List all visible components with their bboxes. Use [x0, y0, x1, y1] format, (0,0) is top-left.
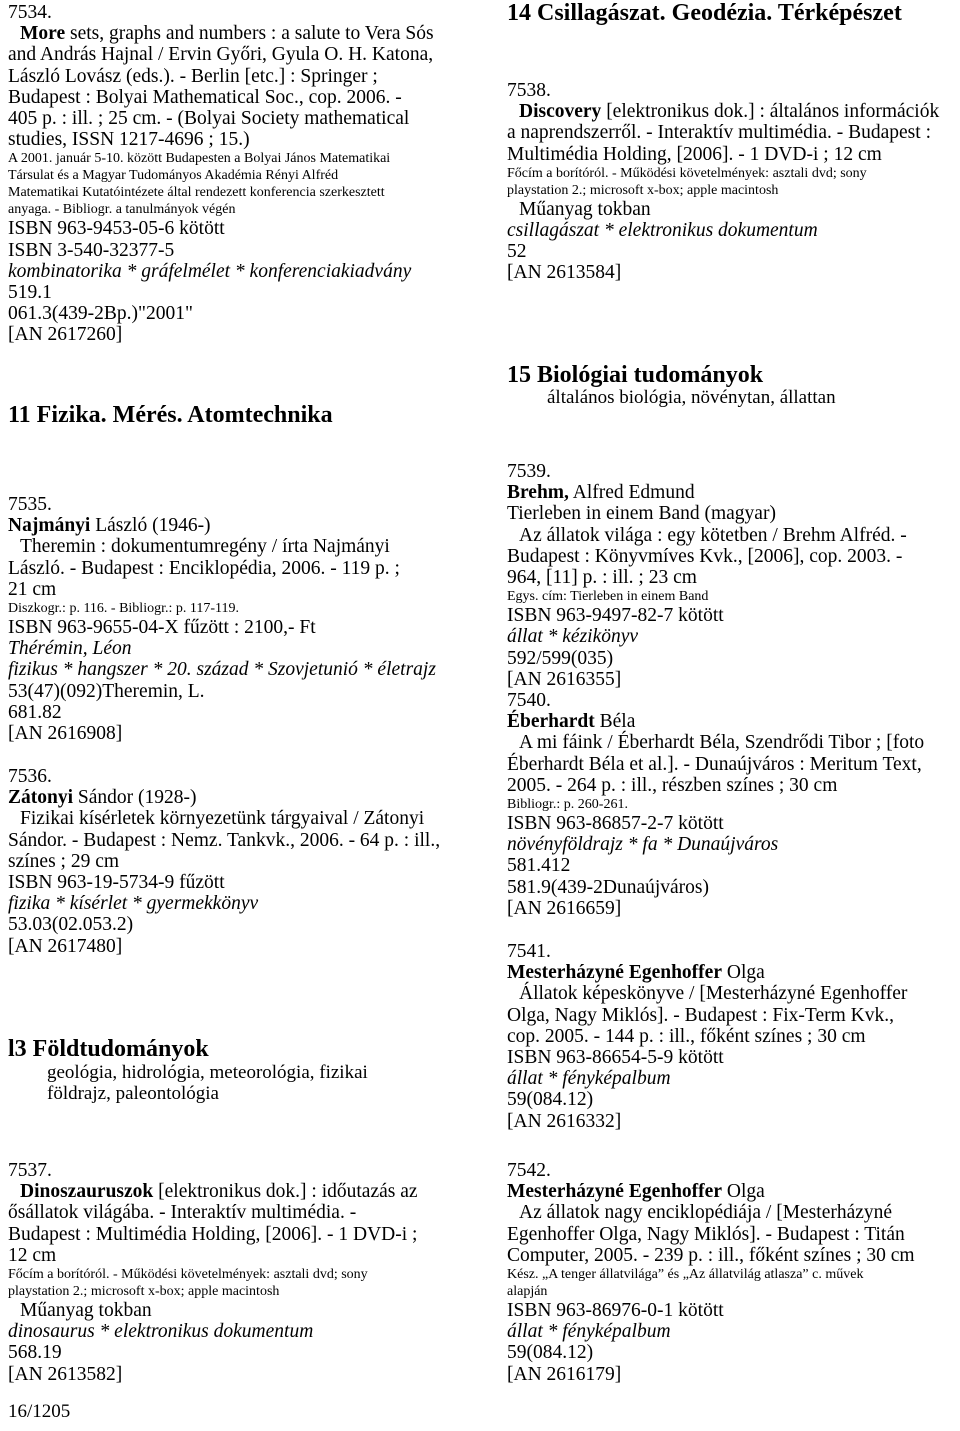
description-line: a naprendszerről. - Interaktív multimédia. - Budapest : [507, 122, 931, 144]
note-line: Diszkogr.: p. 116. - Bibliogr.: p. 117-119. [8, 601, 239, 617]
entry-7539 [507, 461, 957, 690]
description-line: ősállatok világába. - Interaktív multimédia. - [8, 1202, 357, 1224]
note-line: Társulat és a Magyar Tudományos Akadémia Rényi Alfréd [8, 168, 339, 184]
an-number: [AN 2613584] [507, 262, 622, 284]
author-rest: Olga [721, 1181, 765, 1203]
note-line: Matematikai Kutatóintézete által rendezett konferencia szerkesztett [8, 185, 385, 201]
author-lead: Brehm, [507, 482, 569, 504]
entry-7540 [507, 690, 957, 919]
note-line: Főcím a borítóról. - Működési követelmények: asztali dvd; sony [507, 165, 867, 181]
isbn: ISBN 963-86857-2-7 kötött [507, 813, 724, 835]
description-line: cop. 2005. - 144 p. : ill., főként színes ; 30 cm [507, 1025, 866, 1047]
title-lead: Discovery [519, 101, 602, 123]
description-line: Budapest : Könyvmíves Kvk., [2006], cop. 2003. - [507, 545, 903, 567]
entry-title: Theremin : dokumentumregény / írta Najmányi [20, 536, 390, 558]
carrier-note: Műanyag tokban [519, 198, 651, 220]
entry-number: 7537. [8, 1160, 52, 1181]
note-line: Bibliogr.: p. 260-261. [507, 797, 628, 813]
entry-number: 7540. [507, 690, 551, 711]
subtitle-line: földrajz, paleontológia [47, 1083, 219, 1104]
author-lead: Éberhardt [507, 711, 595, 733]
section-heading-13: l3 Földtudományok [8, 1036, 209, 1062]
entry-title: A mi fáink / Éberhardt Béla, Szendrődi Tibor ; [foto [519, 732, 925, 754]
entry-title [8, 23, 478, 44]
entry-7537 [8, 1160, 478, 1385]
udc-code: 59(084.12) [507, 1342, 594, 1364]
note-line: playstation 2.; microsoft x-box; apple macintosh [8, 1284, 280, 1300]
entry-author [507, 962, 957, 983]
author-lead: Zátonyi [8, 787, 74, 809]
an-number: [AN 2613582] [8, 1363, 123, 1385]
description-line: Computer, 2005. - 239 p. : ill., főként színes ; 30 cm [507, 1244, 915, 1266]
description-line: László. - Budapest : Enciklopédia, 2006. - 119 p. ; [8, 557, 400, 579]
description-line: Budapest : Multimédia Holding, [2006]. - 1 DVD-i ; [8, 1223, 418, 1245]
udc-code: 592/599(035) [507, 647, 614, 669]
isbn: ISBN 963-19-5734-9 fűzött [8, 872, 225, 894]
author-rest: Alfred Edmund [568, 482, 695, 504]
udc-code: 681.82 [8, 701, 62, 723]
entry-7536 [8, 766, 478, 957]
description-line: 405 p. : ill. ; 25 cm. - (Bolyai Society mathematical [8, 108, 410, 130]
original-title: Tierleben in einem Band (magyar) [507, 503, 776, 525]
description-line: László Lovász (eds.). - Berlin [etc.] : Springer ; [8, 65, 378, 87]
an-number: [AN 2616908] [8, 723, 123, 745]
isbn: ISBN 963-9655-04-X fűzött : 2100,- Ft [8, 617, 316, 639]
carrier-note: Műanyag tokban [20, 1300, 152, 1322]
section-subtitle-15: általános biológia, növénytan, állattan [547, 387, 836, 408]
entry-title [507, 101, 957, 122]
note-line: Főcím a borítóról. - Működési követelmények: asztali dvd; sony [8, 1267, 368, 1283]
section-heading-14: 14 Csillagászat. Geodézia. Térképészet [507, 0, 902, 26]
isbn: ISBN 963-86976-0-1 kötött [507, 1300, 724, 1322]
note-line: Kész. „A tenger állatvilága” és „Az állatvilág atlasza” c. művek [507, 1267, 864, 1283]
description-line: and András Hajnal / Ervin Győri, Gyula O. H. Katona, [8, 44, 434, 66]
description-line: Sándor. - Budapest : Nemz. Tankvk., 2006. - 64 p. : ill., [8, 829, 441, 851]
description-line: Olga, Nagy Miklós]. - Budapest : Fix-Term Kvk., [507, 1004, 894, 1026]
an-number: [AN 2616179] [507, 1363, 622, 1385]
an-number: [AN 2617480] [8, 935, 123, 957]
description-line: 2005. - 264 p. : ill., részben színes ; 30 cm [507, 774, 838, 796]
description-line: Egenhoffer Olga, Nagy Miklós]. - Budapest : Titán [507, 1223, 905, 1245]
an-number: [AN 2616355] [507, 668, 622, 690]
entry-title: Fizikai kísérletek környezetünk tárgyaival / Zátonyi [20, 808, 425, 830]
author-rest: László (1946-) [90, 515, 211, 537]
description-line: Éberhardt Béla et al.]. - Dunaújváros : Meritum Text, [507, 753, 922, 775]
udc-code: 52 [507, 241, 527, 263]
entry-number: 7541. [507, 941, 551, 962]
an-number: [AN 2616659] [507, 897, 622, 919]
entry-author [507, 711, 957, 732]
title-rest: sets, graphs and numbers : a salute to Vera Sós [65, 23, 434, 45]
udc-code: 53.03(02.053.2) [8, 914, 134, 936]
entry-7535 [8, 494, 478, 744]
note-line: alapján [507, 1284, 548, 1300]
subject-terms: állat * fényképalbum [507, 1068, 671, 1090]
udc-code: 061.3(439-2Bp.)"2001" [8, 303, 193, 325]
subject-terms: csillagászat * elektronikus dokumentum [507, 220, 818, 242]
isbn: ISBN 3-540-32377-5 [8, 239, 175, 261]
entry-number: 7536. [8, 766, 52, 787]
title-lead: Dinoszauruszok [20, 1181, 154, 1203]
description-line: 21 cm [8, 578, 57, 600]
subject-person: Thérémin, Léon [8, 638, 132, 660]
udc-code: 581.9(439-2Dunaújváros) [507, 876, 709, 898]
subject-terms: állat * fényképalbum [507, 1321, 671, 1343]
description-line: Budapest : Bolyai Mathematical Soc., cop. 2006. - [8, 86, 402, 108]
author-rest: Sándor (1928-) [73, 787, 197, 809]
entry-author [8, 515, 478, 536]
entry-title: Az állatok nagy enciklopédiája / [Mesterházyné [519, 1202, 893, 1224]
entry-title: Az állatok világa : egy kötetben / Brehm Alfréd. - [519, 524, 907, 546]
isbn: ISBN 963-86654-5-9 kötött [507, 1047, 724, 1069]
entry-7541 [507, 941, 957, 1132]
udc-code: 59(084.12) [507, 1089, 594, 1111]
section-subtitle-13 [47, 1062, 368, 1104]
title-lead: More [20, 23, 66, 45]
description-line: színes ; 29 cm [8, 850, 120, 872]
entry-author [507, 482, 957, 503]
entry-number: 7535. [8, 494, 52, 515]
entry-number: 7539. [507, 461, 551, 482]
note-line: playstation 2.; microsoft x-box; apple macintosh [507, 182, 779, 198]
subject-terms: növényföldrajz * fa * Dunaújváros [507, 834, 779, 856]
author-rest: Béla [594, 711, 636, 733]
description-line: Multimédia Holding, [2006]. - 1 DVD-i ; 12 cm [507, 143, 882, 165]
udc-code: 581.412 [507, 855, 571, 877]
udc-code: 53(47)(092)Theremin, L. [8, 680, 205, 702]
section-heading-15: 15 Biológiai tudományok [507, 362, 764, 388]
entry-author [8, 787, 478, 808]
title-rest: [elektronikus dok.] : általános információk [601, 101, 940, 123]
entry-title: Állatok képeskönyve / [Mesterházyné Egenhoffer [519, 983, 908, 1005]
page-number: 16/1205 [8, 1401, 71, 1422]
entry-title [8, 1181, 478, 1202]
entry-7538 [507, 80, 957, 284]
an-number: [AN 2616332] [507, 1110, 622, 1132]
section-heading-11: 11 Fizika. Mérés. Atomtechnika [8, 402, 333, 428]
entry-number: 7538. [507, 80, 551, 101]
entry-number: 7542. [507, 1160, 551, 1181]
subtitle-line: geológia, hidrológia, meteorológia, fizikai [47, 1062, 368, 1083]
title-rest: [elektronikus dok.] : időutazás az [153, 1181, 418, 1203]
description-line: 964, [11] p. : ill. ; 23 cm [507, 567, 697, 589]
description-line: 12 cm [8, 1244, 57, 1266]
an-number: [AN 2617260] [8, 324, 123, 346]
description-line: studies, ISSN 1217-4696 ; 15.) [8, 129, 250, 151]
entry-author [507, 1181, 957, 1202]
note-line: Egys. cím: Tierleben in einem Band [507, 589, 709, 605]
note-line: anyaga. - Bibliogr. a tanulmányok végén [8, 202, 236, 218]
author-lead: Mesterházyné Egenhoffer [507, 1181, 722, 1203]
subject-terms: kombinatorika * gráfelmélet * konferenciakiadvány [8, 260, 412, 282]
entry-7542 [507, 1160, 957, 1385]
subject-terms: fizika * kísérlet * gyermekkönyv [8, 893, 259, 915]
udc-code: 519.1 [8, 282, 52, 304]
isbn: ISBN 963-9497-82-7 kötött [507, 605, 724, 627]
note-line: A 2001. január 5-10. között Budapesten a Bolyai János Matematikai [8, 151, 391, 167]
author-rest: Olga [721, 962, 765, 984]
entry-7534 [8, 2, 478, 346]
subject-terms: dinosaurus * elektronikus dokumentum [8, 1321, 314, 1343]
author-lead: Najmányi [8, 515, 91, 537]
subject-terms: állat * kézikönyv [507, 626, 639, 648]
author-lead: Mesterházyné Egenhoffer [507, 962, 722, 984]
entry-number: 7534. [8, 2, 52, 23]
subject-terms: fizikus * hangszer * 20. század * Szovjetunió * életrajz [8, 659, 436, 681]
isbn: ISBN 963-9453-05-6 kötött [8, 218, 225, 240]
udc-code: 568.19 [8, 1342, 62, 1364]
